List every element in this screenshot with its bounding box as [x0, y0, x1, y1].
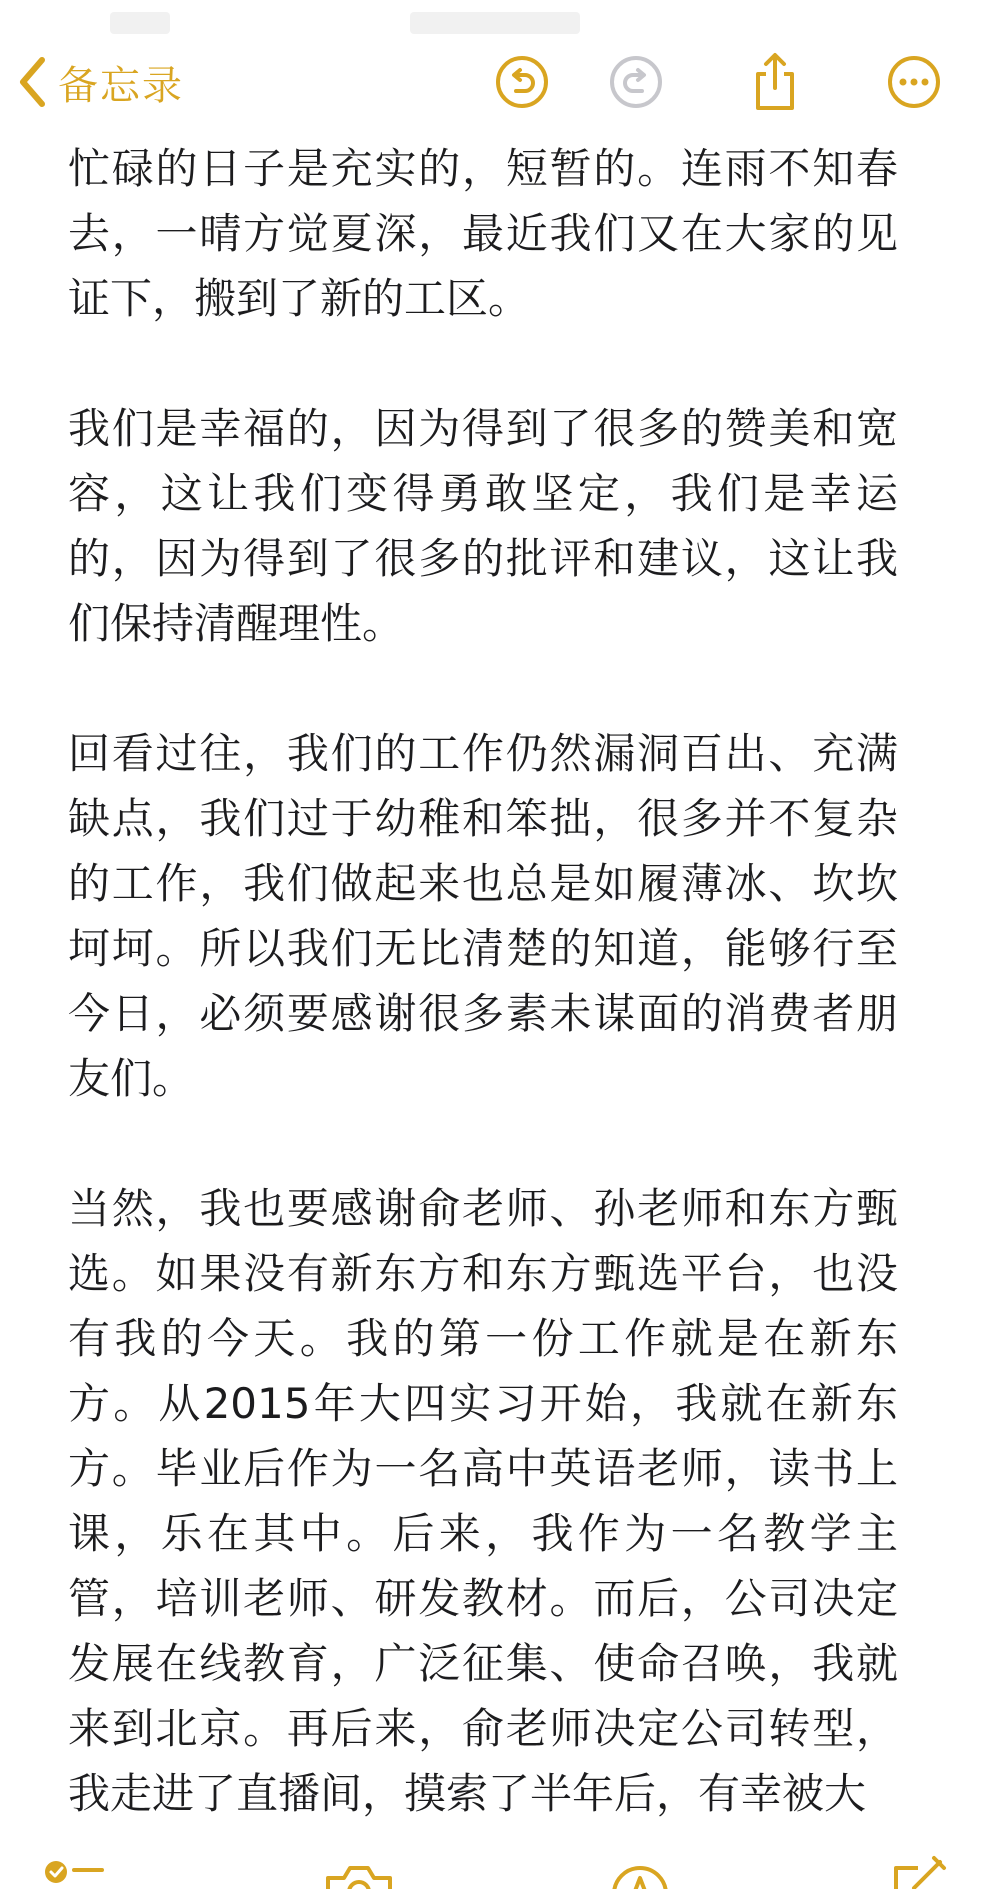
back-button[interactable]: [18, 54, 184, 110]
undo-icon: [494, 54, 550, 110]
status-bar-left: [110, 12, 170, 34]
camera-icon: [324, 1864, 394, 1889]
note-paragraph: 回看过往，我们的工作仍然漏洞百出、充满缺点，我们过于幼稚和笨拙，很多并不复杂的工作，我们做起来也总是如履薄冰、坎坎坷坷。所以我们无比清楚的知道，能够行至今日，必须要感谢很多素未谋面的消费者朋友们。: [68, 729, 898, 1103]
navigation-bar: [0, 40, 988, 124]
note-paragraph: 我们是幸福的，因为得到了很多的赞美和宽容，这让我们变得勇敢坚定，我们是幸运的，因为得到了很多的批评和建议，这让我们保持清醒理性。: [68, 404, 898, 648]
more-button[interactable]: [886, 54, 942, 110]
compose-button[interactable]: [888, 1854, 948, 1889]
note-paragraph: 当然，我也要感谢俞老师、孙老师和东方甄选。如果没有新东方和东方甄选平台，也没有我的今天。我的第一份工作就是在新东方。从2015年大四实习开始，我就在新东方。毕业后作为一名高中英语老师，读书上课，乐在其中。后来，我作为一名教学主管，培训老师、研发教材。而后，公司决定发展在线教育，广泛征集、使命召唤，我就来到北京。再后来，俞老师决定公司转型，我走进了直播间，摸索了半年后，有幸被大: [68, 1184, 898, 1818]
checklist-button[interactable]: [44, 1860, 104, 1889]
checklist-icon: [44, 1860, 104, 1889]
markup-icon: [610, 1864, 670, 1889]
redo-icon: [608, 54, 664, 110]
undo-button[interactable]: [494, 54, 550, 110]
bottom-toolbar: [0, 1854, 988, 1889]
compose-icon: [888, 1854, 948, 1889]
markup-button[interactable]: [610, 1864, 670, 1889]
chevron-left-icon: [18, 56, 48, 108]
more-icon: [886, 54, 942, 110]
redo-button[interactable]: [608, 54, 664, 110]
back-label: 备忘录: [58, 62, 184, 109]
status-bar-center: [410, 12, 580, 34]
status-bar: [0, 0, 988, 40]
camera-button[interactable]: [324, 1864, 394, 1889]
share-icon: [747, 52, 803, 112]
note-paragraph: 忙碌的日子是充实的，短暂的。连雨不知春去，一晴方觉夏深，最近我们又在大家的见证下，搬到了新的工区。: [68, 144, 898, 323]
share-button[interactable]: [747, 54, 803, 110]
note-body[interactable]: [68, 136, 898, 1891]
